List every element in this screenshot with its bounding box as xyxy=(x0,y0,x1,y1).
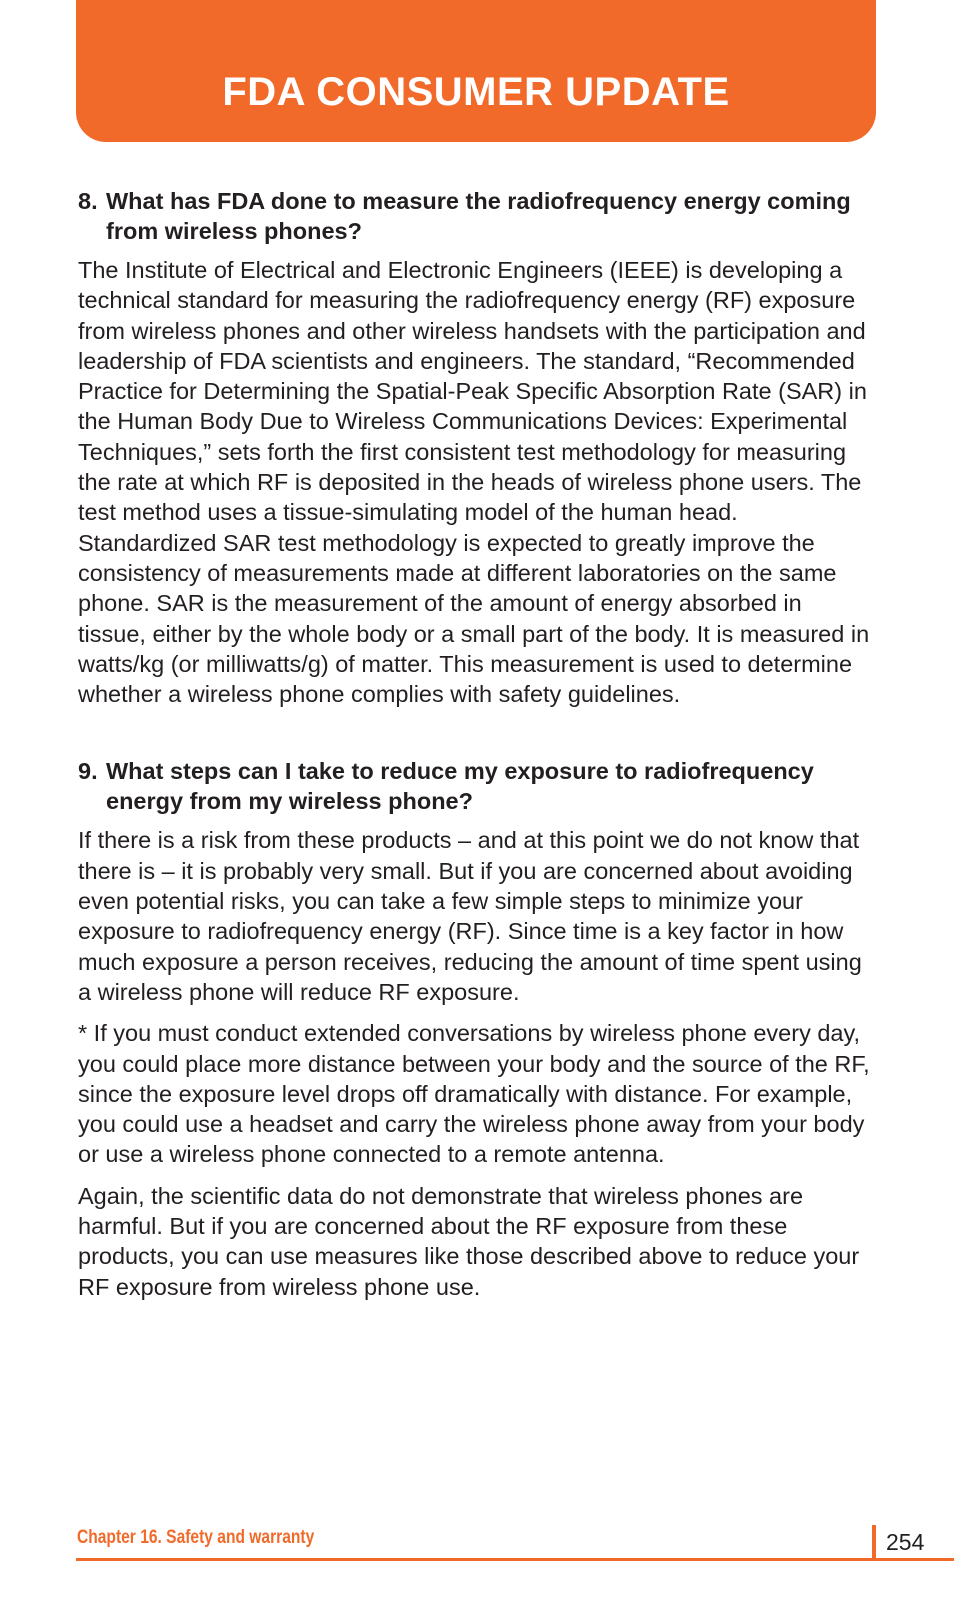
footer-chapter-label: Chapter 16. Safety and warranty xyxy=(77,1527,315,1548)
header-banner xyxy=(76,0,876,142)
answer-8-paragraph: The Institute of Electrical and Electronic Engineers (IEEE) is developing a technical standard for measuring the radiofrequency energy (RF) exposure from wireless phones and other wireless handsets with the participation and leadership of FDA scientists and engineers. The standard, “Recommended Practice for Determining the Spatial-Peak Specific Absorption Rate (SAR) in the Human Body Due to Wireless Communications Devices: Experimental Techniques,” sets forth the first consistent test methodology for measuring the rate at which RF is deposited in the heads of wireless phone users. The test method uses a tissue-simulating model of the human head. Standardized SAR test methodology is expected to greatly improve the consistency of measurements made at different laboratories on the same phone. SAR is the measurement of the amount of energy absorbed in tissue, either by the whole body or a small part of the body. It is measured in watts/kg (or milliwatts/g) of matter. This measurement is used to determine whether a wireless phone complies with safety guidelines. xyxy=(78,257,870,708)
question-8-heading xyxy=(78,186,874,246)
page-number: 254 xyxy=(886,1529,925,1555)
question-text: What steps can I take to reduce my exposure to radiofrequency energy from my wireless phone? xyxy=(106,758,814,815)
answer-9-paragraph-2: * If you must conduct extended conversations by wireless phone every day, you could place more distance between your body and the source of the RF, since the exposure level drops off dramatically with distance. For example, you could use a headset and carry the wireless phone away from your body or use a wireless phone connected to a remote antenna. xyxy=(78,1020,870,1168)
answer-9-paragraph-3: Again, the scientific data do not demonstrate that wireless phones are harmful. But if you are concerned about the RF exposure from these products, you can use measures like those described above to reduce your RF exposure from wireless phone use. xyxy=(78,1182,860,1300)
question-number: 8. xyxy=(78,188,98,214)
answer-9-paragraph-1: If there is a risk from these products – and at this point we do not know that there is – it is probably very small. But if you are concerned about avoiding even potential risks, you can take a few simple steps to minimize your exposure to radiofrequency energy (RF). Since time is a key factor in how much exposure a person receives, reducing the amount of time spent using a wireless phone will reduce RF exposure. xyxy=(78,827,862,1005)
document-body xyxy=(78,186,874,1313)
question-number: 9. xyxy=(78,758,98,785)
question-text: What has FDA done to measure the radiofrequency energy coming from wireless phones? xyxy=(106,188,851,244)
question-9-heading xyxy=(78,756,874,816)
footer-rule xyxy=(76,1558,954,1561)
page-title: FDA CONSUMER UPDATE xyxy=(222,70,730,114)
footer-divider-tab xyxy=(872,1525,876,1561)
